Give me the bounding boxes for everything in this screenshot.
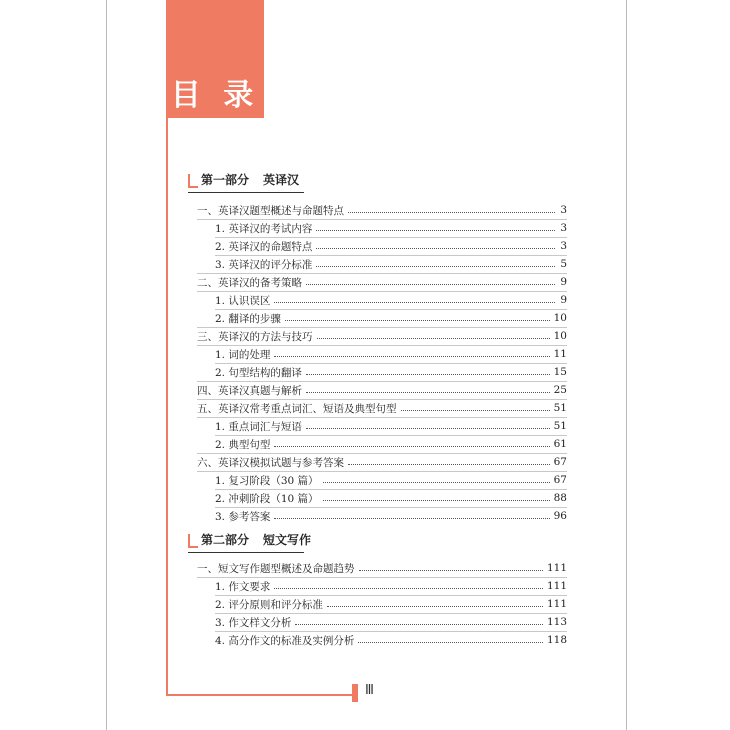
part-1-label: 第一部分 — [201, 173, 250, 187]
toc-item[interactable]: 2. 句型结构的翻译 15 — [215, 366, 567, 379]
toc-item[interactable]: 3. 作文样文分析 113 — [215, 616, 567, 629]
title-block — [166, 0, 264, 118]
toc-item[interactable]: 3. 英译汉的评分标准 5 — [215, 258, 567, 271]
toc-chapter[interactable]: 五、英译汉常考重点词汇、短语及典型句型 51 — [197, 402, 567, 415]
toc-item[interactable]: 4. 高分作文的标准及实例分析 118 — [215, 634, 567, 647]
accent-vertical-line — [166, 118, 168, 696]
part-2-name: 短文写作 — [263, 533, 312, 547]
part-1-name: 英译汉 — [263, 173, 300, 187]
toc-item[interactable]: 1. 英译汉的考试内容 3 — [215, 222, 567, 235]
toc-item[interactable]: 2. 翻译的步骤 10 — [215, 312, 567, 325]
part-1-heading — [188, 170, 570, 190]
toc-item[interactable]: 2. 冲刺阶段（10 篇） 88 — [215, 492, 567, 505]
part-2-heading — [188, 530, 570, 550]
page-number-marker — [352, 684, 358, 702]
toc-item[interactable]: 1. 重点词汇与短语 51 — [215, 420, 567, 433]
toc-item[interactable]: 3. 参考答案 96 — [215, 510, 567, 523]
page-number: Ⅲ — [365, 683, 374, 698]
toc-item[interactable]: 1. 认识误区 9 — [215, 294, 567, 307]
toc-chapter[interactable]: 三、英译汉的方法与技巧 10 — [197, 330, 567, 343]
toc-chapter[interactable]: 二、英译汉的备考策略 9 — [197, 276, 567, 289]
toc-item[interactable]: 1. 复习阶段（30 篇） 67 — [215, 474, 567, 487]
toc-chapter[interactable]: 一、英译汉题型概述与命题特点 3 — [197, 204, 567, 217]
toc-item[interactable]: 2. 英译汉的命题特点 3 — [215, 240, 567, 253]
part-1-underline — [188, 192, 304, 193]
toc-item[interactable]: 2. 评分原则和评分标准 111 — [215, 598, 567, 611]
toc-item[interactable]: 1. 词的处理 11 — [215, 348, 567, 361]
toc-chapter[interactable]: 六、英译汉模拟试题与参考答案 67 — [197, 456, 567, 469]
part-2-label: 第二部分 — [201, 533, 250, 547]
toc-item[interactable]: 2. 典型句型 61 — [215, 438, 567, 451]
part-2-underline — [188, 552, 304, 553]
accent-bottom-line — [166, 694, 352, 696]
toc-chapter[interactable]: 四、英译汉真题与解析 25 — [197, 384, 567, 397]
page-title: 目 录 — [170, 78, 260, 113]
toc-chapter[interactable]: 一、短文写作题型概述及命题趋势 111 — [197, 562, 567, 575]
toc-item[interactable]: 1. 作文要求 111 — [215, 580, 567, 593]
